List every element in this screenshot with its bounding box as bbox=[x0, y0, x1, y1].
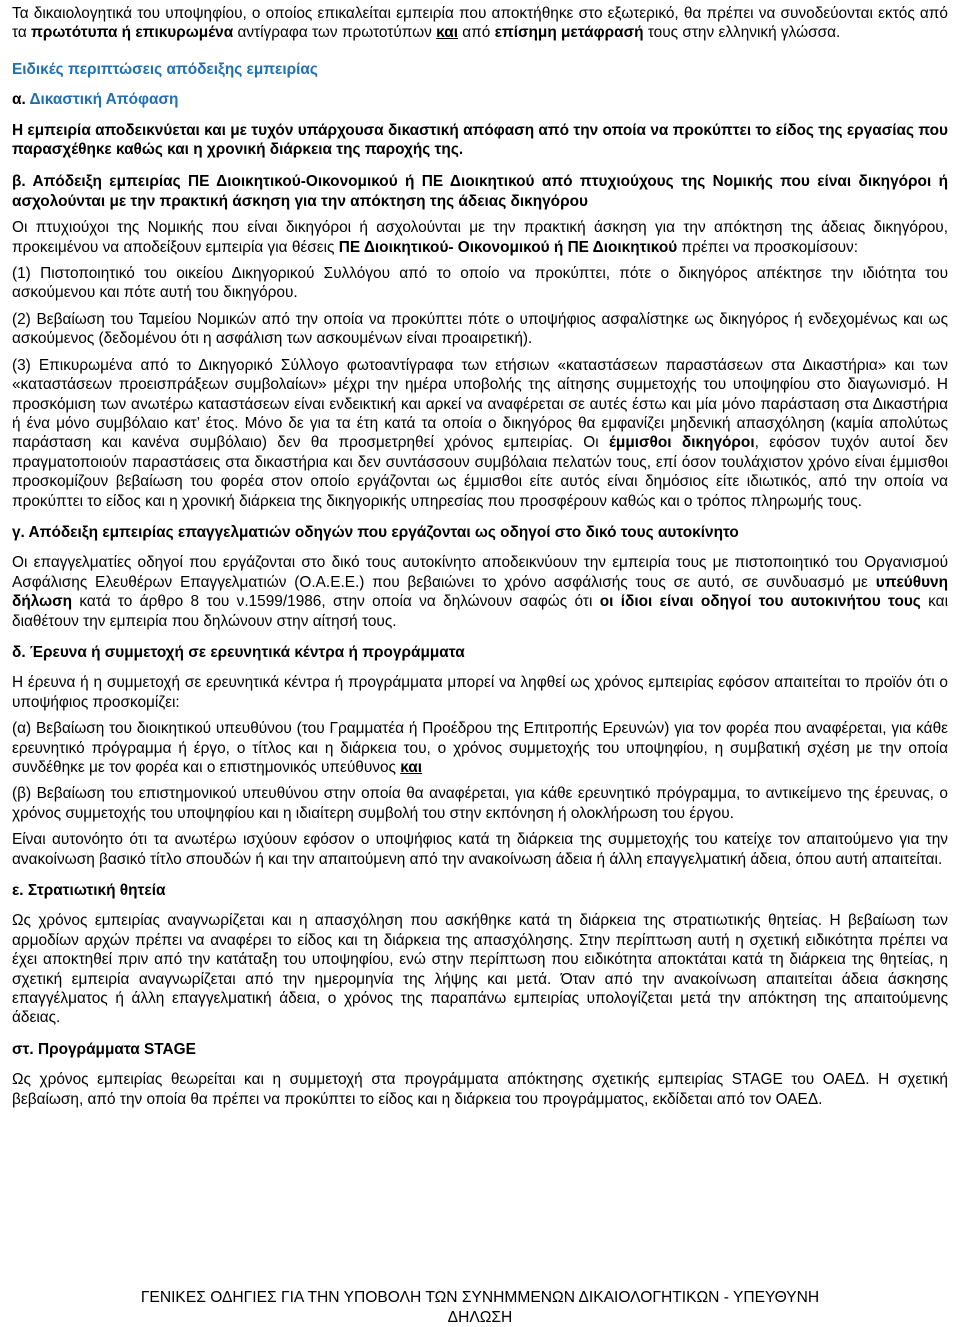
footer-title bbox=[12, 1288, 948, 1327]
paragraph-d-1: Η έρευνα ή η συμμετοχή σε ερευνητικά κέντρα ή προγράμματα μπορεί να ληφθεί ως χρόνος εμπειρίας εφόσον απαιτείται το προϊόν ότι ο υποψήφιος προσκομίζει: bbox=[12, 674, 948, 711]
paragraph-a: Η εμπειρία αποδεικνύεται και με τυχόν υπάρχουσα δικαστική απόφαση από την οποία να προκύπτει το είδος της εργασίας που παρασχέθηκε καθώς και η χρονική διάρκεια της παροχής της. bbox=[12, 121, 948, 159]
intro-bold-translation: επίσημη μετάφρασή bbox=[494, 24, 644, 42]
footer-line-1: ΓΕΝΙΚΕΣ ΟΔΗΓΙΕΣ ΓΙΑ ΤΗΝ ΥΠΟΒΟΛΗ ΤΩΝ ΣΥΝΗΜΜΕΝΩΝ ΔΙΚΑΙΟΛΟΓΗΤΙΚΩΝ - ΥΠΕΥΘΥΝΗ bbox=[140, 1289, 820, 1306]
paragraph-b-4: (3) Επικυρωμένα από το Δικηγορικό Σύλλογο φωτοαντίγραφα των ετήσιων «καταστάσεων παραστάσεων στα Δικαστήρια» και των «καταστάσεων προεισπράξεων συμβολαίων» μέχρι την ημέρα υποβολής της αίτησης συμμετοχής του υποψηφίου στο διαγωνισμό. Η προσκόμιση των ανωτέρω καταστάσεων είναι ενδεικτική και αρκεί να αναφέρεται σε αυτές έστω και μία μόνο παράσταση στα Δικαστήρια ή ένα μόνο συμβόλαιο κατ’ έτος. Μόνο δε για τα έτη κατά τα οποία ο δικηγόρος θα εμφανίζει μηδενική απασχόληση (καμία απολύτως παράσταση και κανένα συμβόλαιο) δεν θα προσμετρηθεί χρόνος εμπειρίας. Οι έμμισθοι δικηγόροι, εφόσον τυχόν αυτοί δεν πραγματοποιούν παραστάσεις στα δικαστήρια και δεν συντάσσουν συμβόλαια πελατών τους, επί όσον τουλάχιστον χρόνο είναι έμμισθοι προσκομίζουν βεβαίωση του φορέα στον οποίο εργάζονται ως έμμισθοι είτε αυτός είναι δημόσιος είτε ιδιωτικός, από την οποία να προκύπτει το είδος και η χρονική διάρκεια της δικηγορικής υπηρεσίας που προσφέρουν καθώς και ο τρόπος πληρωμής τους. bbox=[12, 356, 948, 510]
paragraph-b-1: Οι πτυχιούχοι της Νομικής που είναι δικηγόροι ή ασχολούνται με την πρακτική άσκηση για την απόκτηση της άδειας δικηγόρου, προκειμένου να αποδείξουν εμπειρία για θέσεις ΠΕ Διοικητικού- Οικονομικού ή ΠΕ Διοικητικού πρέπει να προσκομίσουν: bbox=[12, 219, 948, 256]
footer-line-2: ΔΗΛΩΣΗ bbox=[447, 1308, 513, 1326]
heading-a: α. Δικαστική Απόφαση bbox=[12, 91, 179, 109]
intro-paragraph: Τα δικαιολογητικά του υποψηφίου, ο οποίος επικαλείται εμπειρία που αποκτήθηκε στο εξωτερικό, θα πρέπει να συνοδεύονται εκτός από τα πρωτότυπα ή επικυρωμένα αντίγραφα των πρωτοτύπων και από επίσημη μετάφρασή τους στην ελληνική γλώσσα. bbox=[12, 5, 948, 42]
paragraph-d-3: (β) Βεβαίωση του επιστημονικού υπευθύνου στην οποία θα αναφέρεται, για κάθε ερευνητικό πρόγραμμα, το αντικείμενο της έρευνας, ο χρόνος συμμετοχής του υποψηφίου και η ιδιαίτερη συμβολή του στην εκπόνηση ή ολοκλήρωση του έργου. bbox=[12, 785, 948, 822]
paragraph-g: Οι επαγγελματίες οδηγοί που εργάζονται στο δικό τους αυτοκίνητο αποδεικνύουν την εμπειρία τους με πιστοποιητικό του Οργανισμού Ασφάλισης Ελευθέρων Επαγγελματιών (Ο.Α.Ε.Ε.) που βεβαιώνει το χρόνο ασφάλισής τους σε αυτό, σε συνδυασμό με υπεύθυνη δήλωση κατά το άρθρο 8 του ν.1599/1986, στην οποία να δηλώνουν σαφώς ότι οι ίδιοι είναι οδηγοί του αυτοκινήτου τους και διαθέτουν την εμπειρία που δηλώνουν στην αίτησή τους. bbox=[12, 554, 948, 630]
heading-g: γ. Απόδειξη εμπειρίας επαγγελματιών οδηγών που εργάζονται ως οδηγοί στο δικό τους αυτοκίνητο bbox=[12, 523, 739, 541]
heading-a-title: Δικαστική Απόφαση bbox=[29, 91, 179, 109]
paragraph-d-2: (α) Βεβαίωση του διοικητικού υπευθύνου (του Γραμματέα ή Προέδρου της Επιτροπής Ερευνών) για τον φορέα που αναφέρεται, για κάθε ερευνητικό πρόγραμμα ή έργο, ο τίτλος και η διάρκεια του, ο χρόνος συμμετοχής του υποψηφίου, η συμβατική σχέση με την οποία συνδέθηκε με τον φορέα και ο επιστημονικός υπεύθυνος και bbox=[12, 720, 948, 776]
heading-d: δ. Έρευνα ή συμμετοχή σε ερευνητικά κέντρα ή προγράμματα bbox=[12, 643, 465, 661]
paragraph-b-3: (2) Βεβαίωση του Ταμείου Νομικών από την οποία να προκύπτει πότε ο υποψήφιος ασφαλίστηκε ως δικηγόρος ή ενδεχομένως και ως ασκούμενος (δεδομένου ότι η ασφάλιση των ασκουμένων είναι προαιρετική). bbox=[12, 310, 948, 348]
heading-b: β. Απόδειξη εμπειρίας ΠΕ Διοικητικού-Οικονομικού ή ΠΕ Διοικητικού από πτυχιούχους της Νομικής που είναι δικηγόροι ή ασχολούνται με την πρακτική άσκηση για την απόκτηση της άδειας δικηγόρου bbox=[12, 173, 948, 210]
heading-e: ε. Στρατιωτική θητεία bbox=[12, 882, 166, 900]
intro-bold-originals: πρωτότυπα ή επικυρωμένα bbox=[31, 24, 234, 42]
intro-bold-underlined-and: και bbox=[436, 24, 458, 42]
paragraph-b-2: (1) Πιστοποιητικό του οικείου Δικηγορικού Συλλόγου από το οποίο να προκύπτει, πότε ο δικηγόρος απέκτησε την ιδιότητα του ασκούμενου και πότε αυτή του δικηγόρου. bbox=[12, 265, 948, 302]
paragraph-d-4: Είναι αυτονόητο ότι τα ανωτέρω ισχύουν εφόσον ο υποψήφιος κατά τη διάρκεια της συμμετοχής του κατείχε τον απαιτούμενο για την ανακοίνωση βασικό τίτλο σπουδών ή και την απαιτούμενη από την ανακοίνωση άδεια ή άλλη επαγγελματική άδεια, όπου αυτή απαιτείται. bbox=[12, 831, 948, 868]
paragraph-e: Ως χρόνος εμπειρίας αναγνωρίζεται και η απασχόληση που ασκήθηκε κατά τη διάρκεια της στρατιωτικής θητείας. Η βεβαίωση των αρμοδίων αρχών πρέπει να αναφέρει το είδος και τη διάρκεια της απασχόλησης. Στην περίπτωση αυτή η σχετική ειδικότητα πρέπει να έχει αποκτηθεί πριν από την κατάταξη του υποψηφίου, ενώ στην περίπτωση που ειδικότητα αποκτάται κατά τη διάρκεια της θητείας, η σχετική εμπειρία αναγνωρίζεται από την ημερομηνία της λήψης και μετά. Όταν από την ανακοίνωση απαιτείται άδεια άσκησης επαγγέλματος ή άλλη επαγγελματική άδεια, ο χρόνος της παραπάνω εμπειρίας υπολογίζεται μετά την απόκτηση της απαιτούμενης άδειας. bbox=[12, 912, 948, 1027]
heading-st: στ. Προγράμματα STAGE bbox=[12, 1040, 196, 1058]
section-heading-special-cases: Ειδικές περιπτώσεις απόδειξης εμπειρίας bbox=[12, 60, 318, 78]
paragraph-st: Ως χρόνος εμπειρίας θεωρείται και η συμμετοχή στα προγράμματα απόκτησης σχετικής εμπειρίας STAGE του ΟΑΕΔ. Η σχετική βεβαίωση, από την οποία θα πρέπει να προκύπτει το είδος και η διάρκεια του προγράμματος, εκδίδεται από τον ΟΑΕΔ. bbox=[12, 1071, 948, 1108]
